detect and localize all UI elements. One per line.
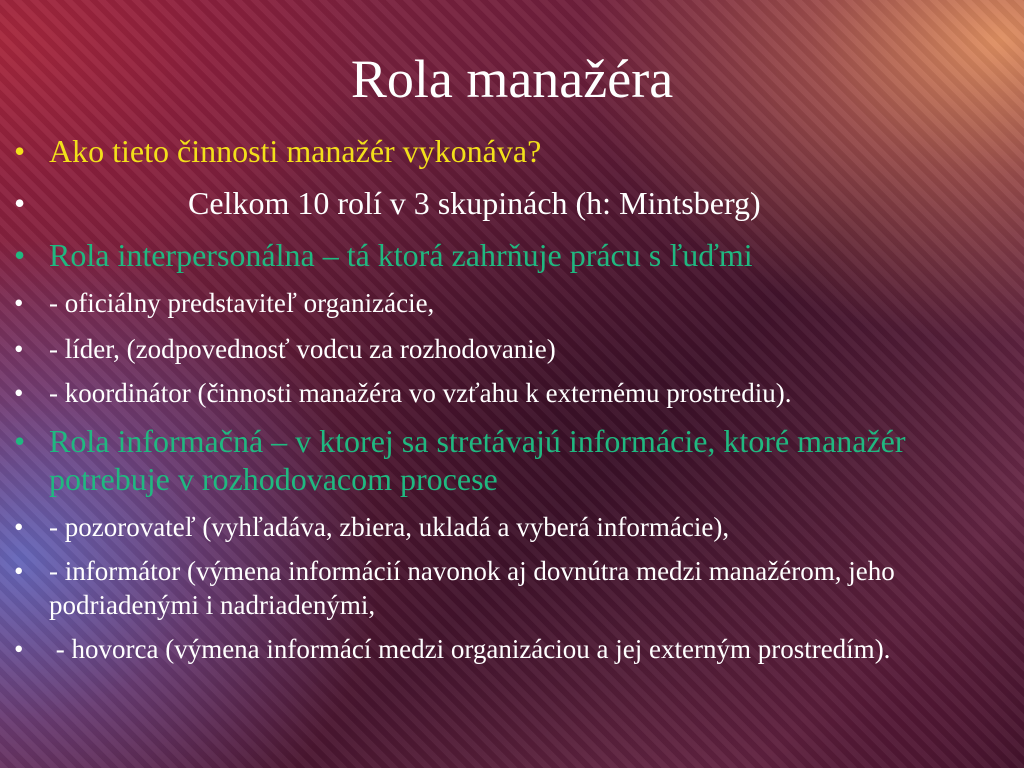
- list-item-text: - oficiálny predstaviteľ organizácie,: [49, 288, 435, 318]
- list-item-text: Celkom 10 rolí v 3 skupinách (h: Mintsberg): [188, 185, 761, 221]
- bullet-icon: •: [14, 378, 24, 408]
- list-item-text: - pozorovateľ (vyhľadáva, zbiera, ukladá a vyberá informácie),: [49, 512, 730, 542]
- list-item: [0, 554, 1024, 622]
- bullet-icon: •: [14, 423, 26, 459]
- bullet-icon: •: [14, 288, 24, 318]
- bullet-list: [0, 132, 1024, 666]
- bullet-icon: •: [14, 334, 24, 364]
- slide-title: Rola manažéra: [350, 49, 674, 109]
- bullet-icon: •: [14, 556, 24, 586]
- list-item: [0, 376, 1024, 410]
- list-item: [0, 422, 1024, 498]
- list-item: [0, 286, 1024, 320]
- bullet-icon: •: [14, 237, 26, 273]
- list-item: [0, 510, 1024, 544]
- list-item-text: Rola interpersonálna – tá ktorá zahrňuje prácu s ľuďmi: [49, 237, 753, 273]
- list-item-text: - líder, (zodpovednosť vodcu za rozhodovanie): [49, 334, 556, 364]
- list-item-text: - koordinátor (činnosti manažéra vo vzťahu k externému prostrediu).: [49, 378, 792, 408]
- bullet-icon: •: [14, 185, 26, 221]
- bullet-icon: •: [14, 634, 24, 664]
- list-item: [0, 236, 1024, 274]
- list-item-text: - hovorca (výmena informácí medzi organizáciou a jej externým prostredím).: [49, 634, 891, 664]
- list-item-text: Ako tieto činnosti manažér vykonáva?: [49, 133, 542, 169]
- bullet-icon: •: [14, 512, 24, 542]
- list-item: [0, 132, 1024, 170]
- list-item-text: Rola informačná – v ktorej sa stretávajú informácie, ktoré manažér potrebuje v rozhodovacom procese: [49, 423, 906, 497]
- list-item: [0, 632, 1024, 666]
- bullet-icon: •: [14, 133, 26, 169]
- list-item: [0, 184, 1024, 222]
- list-item: [0, 332, 1024, 366]
- list-item-text: - informátor (výmena informácií navonok aj dovnútra medzi manažérom, jeho podriadenými i nadriadenými,: [49, 556, 895, 620]
